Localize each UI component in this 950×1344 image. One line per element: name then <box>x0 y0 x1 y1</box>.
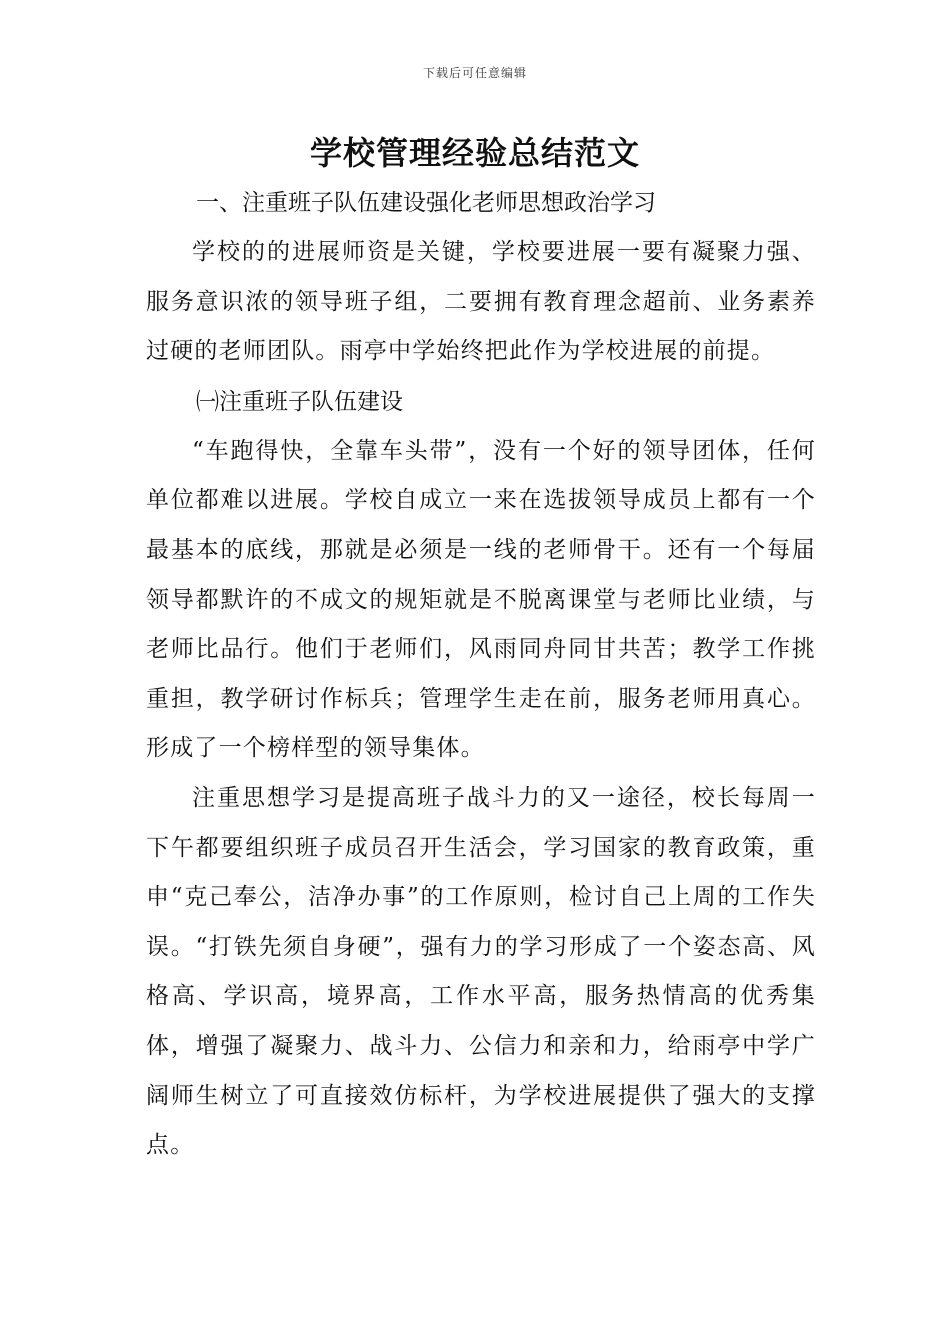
paragraph-1: 学校的的进展师资是关键，学校要进展一要有凝聚力强、服务意识浓的领导班子组，二要拥有教育理念超前、业务素养过硬的老师团队。雨亭中学始终把此作为学校进展的前提。 <box>146 239 816 365</box>
header-note: 下载后可任意编辑 <box>422 66 527 80</box>
section-heading-2: ㈠注重班子队伍建设 <box>196 388 403 415</box>
document-body <box>146 178 816 1171</box>
paragraph-3: 注重思想学习是提高班子战斗力的又一途径，校长每周一下午都要组织班子成员召开生活会，学习国家的教育政策，重申“克己奉公，洁净办事”的工作原则，检讨自己上周的工作失误。“打铁先须自身硬”，强有力的学习形成了一个姿态高、风格高、学识高，境界高，工作水平高，服务热情高的优秀集体，增强了凝聚力、战斗力、公信力和亲和力，给雨亭中学广阔师生树立了可直接效仿标杆，为学校进展提供了强大的支撑点。 <box>146 784 816 1159</box>
section-heading-1: 一、注重班子队伍建设强化老师思想政治学习 <box>196 190 656 216</box>
document-title: 学校管理经验总结范文 <box>309 134 640 172</box>
paragraph-2: “车跑得快，全靠车头带”，没有一个好的领导团体，任何单位都难以进展。学校自成立一来在选拔领导成员上都有一个最基本的底线，那就是必须是一线的老师骨干。还有一个每届领导都默许的不成文的规矩就是不脱离课堂与老师比业绩，与老师比品行。他们于老师们，风雨同舟同甘共苦；教学工作挑重担，教学研讨作标兵；管理学生走在前，服务老师用真心。形成了一个榜样型的领导集体。 <box>146 437 816 762</box>
